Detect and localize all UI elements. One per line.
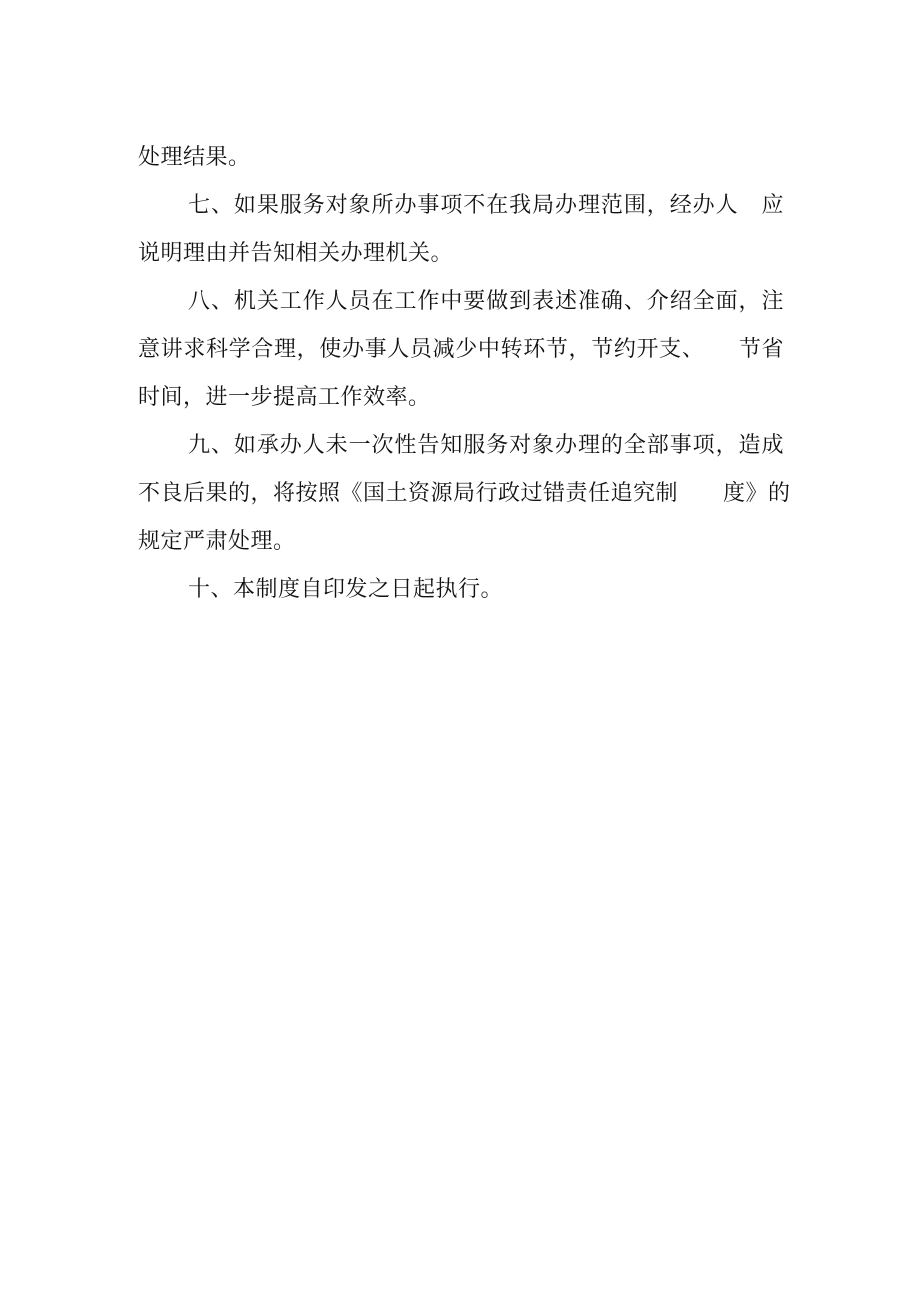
text-line: 时间，进一步提高工作效率。 <box>138 385 431 410</box>
paragraph-item-10 <box>138 566 784 614</box>
text-line: 处理结果。 <box>138 145 251 170</box>
paragraph-item-8 <box>138 278 784 422</box>
paragraph-item-9 <box>138 422 791 566</box>
text-line: 九、如承办人未一次性告知服务对象办理的全部事项，造成 <box>188 433 784 458</box>
paragraph-continuation <box>138 134 784 182</box>
text-line: 不良后果的，将按照《国土资源局行政过错责任追究制 度》的 <box>138 481 791 506</box>
text-line: 意讲求科学合理，使办事人员减少中转环节，节约开支、 节省 <box>138 337 784 362</box>
text-line: 说明理由并告知相关办理机关。 <box>138 241 454 266</box>
text-line: 七、如果服务对象所办事项不在我局办理范围，经办人 应 <box>188 193 784 218</box>
text-line: 十、本制度自印发之日起执行。 <box>188 577 504 602</box>
document-body <box>138 134 791 614</box>
paragraph-item-7 <box>138 182 784 278</box>
text-line: 八、机关工作人员在工作中要做到表述准确、介绍全面，注 <box>188 289 784 314</box>
text-line: 规定严肃处理。 <box>138 529 296 554</box>
